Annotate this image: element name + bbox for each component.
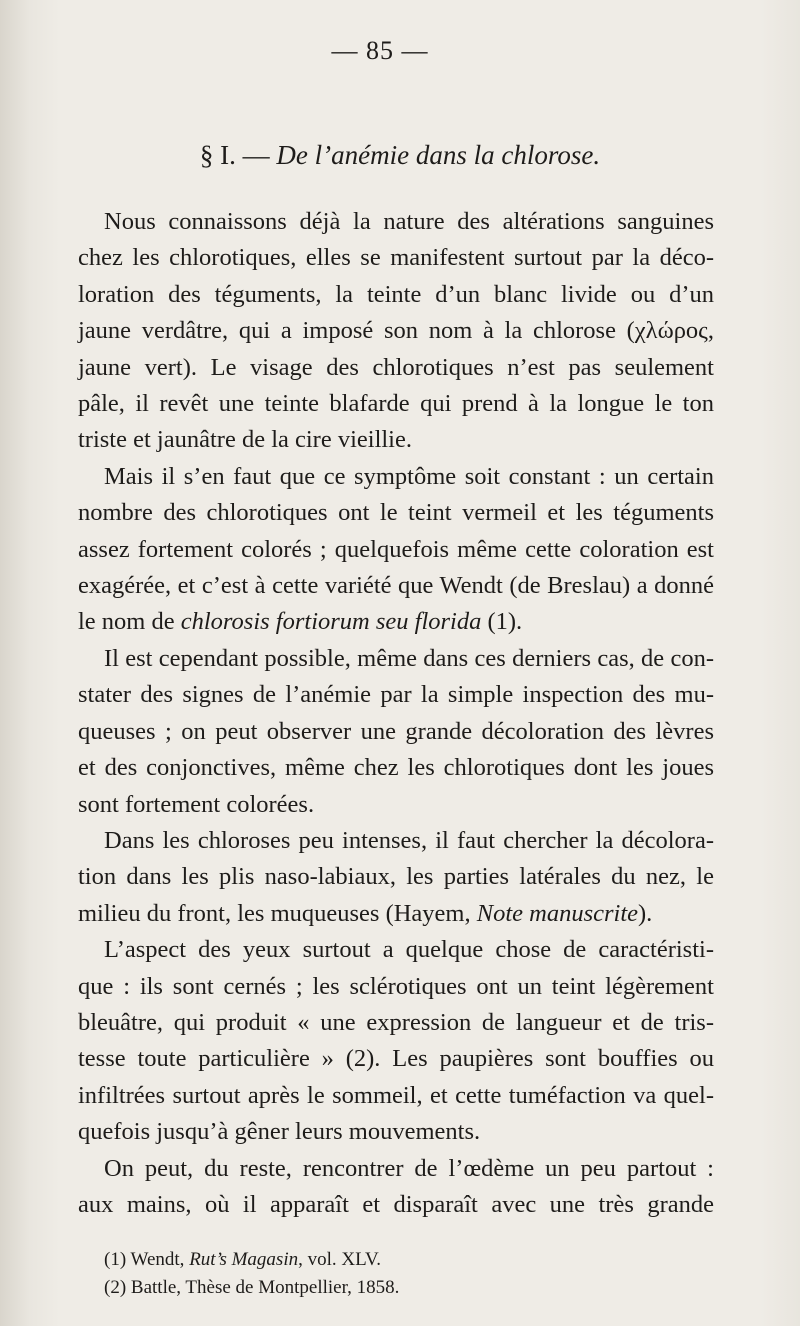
text-line: pâle, il revêt une teinte blafarde qui prend à la longue le ton [78,390,714,418]
text-line: Nous connaissons déjà la nature des altérations sanguines [104,208,714,235]
text-line: queuses ; on peut observer une grande décoloration des lèvres [78,717,714,745]
footnote-text: , vol. XLV. [298,1249,381,1270]
text-line: loration des téguments, la teinte d’un blanc livide ou d’un [78,280,714,308]
footnote-ref: (1). [481,608,523,636]
text-line: aux mains, où il apparaît et disparaît avec une très grande [78,1190,714,1218]
section-heading-title: De l’anémie dans la chlorose. [276,140,601,170]
text-line: Mais il s’en faut que ce symptôme soit constant : un certain [104,462,714,490]
text-line: exagérée, et c’est à cette variété que Wendt (de Breslau) a donné [78,572,714,600]
text-line: chez les chlorotiques, elles se manifestent surtout par la déco- [78,244,714,272]
text-run: milieu du front, les muqueuses (Hayem, [78,899,477,927]
text-line: et des conjonctives, même chez les chlorotiques dont les joues [78,754,714,782]
text-line: assez fortement colorés ; quelquefois même cette coloration est [78,535,714,563]
text-line: triste et jaunâtre de la cire vieillie. [78,426,412,454]
text-line: infiltrées surtout après le sommeil, et cette tuméfaction va quel- [78,1081,714,1109]
text-line: stater des signes de l’anémie par la simple inspection des mu- [78,681,714,709]
text-line: quefois jusqu’à gêner leurs mouvements. [78,1118,481,1146]
text-run: le nom de [78,608,181,636]
text-line [78,896,714,932]
text-line: L’aspect des yeux surtout a quelque chose de caractéristi- [104,936,714,964]
text-line [78,604,714,640]
footnote-2 [104,1274,714,1302]
text-line: que : ils sont cernés ; les sclérotiques ont un teint légèrement [78,972,714,1000]
footnote-italic: Rut’s Magasin [189,1249,299,1270]
text-line: bleuâtre, qui produit « une expression de langueur et de tris- [78,1008,714,1036]
section-heading-prefix: § I. — [199,140,277,170]
footnote-text: (1) Wendt, [104,1249,190,1270]
text-run: ). [638,899,653,927]
text-line: jaune vert). Le visage des chlorotiques n’est pas seulement [78,353,714,381]
text-line: tesse toute particulière » (2). Les paupières sont bouffies ou [78,1045,714,1073]
text-line: Dans les chloroses peu intenses, il faut chercher la décolora- [104,826,714,854]
italic-term: Note manuscrite [476,899,639,927]
text-line: tion dans les plis naso-labiaux, les parties latérales du nez, le [78,863,714,891]
footnote-1 [104,1246,714,1274]
footnote-text: (2) Battle, Thèse de Montpellier, 1858. [104,1277,400,1298]
page-number: — 85 — [331,36,429,65]
text-line: sont fortement colorées. [78,790,315,818]
body-text [78,204,714,1223]
italic-term: chlorosis fortiorum seu florida [180,608,482,636]
section-heading [0,140,800,171]
text-line: On peut, du reste, rencontrer de l’œdème un peu partout : [104,1154,714,1182]
text-line: jaune verdâtre, qui a imposé son nom à la chlorose (χλώρος, [78,317,714,345]
text-line: Il est cependant possible, même dans ces derniers cas, de con- [104,644,714,672]
text-line: nombre des chlorotiques ont le teint vermeil et les téguments [78,499,714,527]
footnotes [104,1246,714,1302]
